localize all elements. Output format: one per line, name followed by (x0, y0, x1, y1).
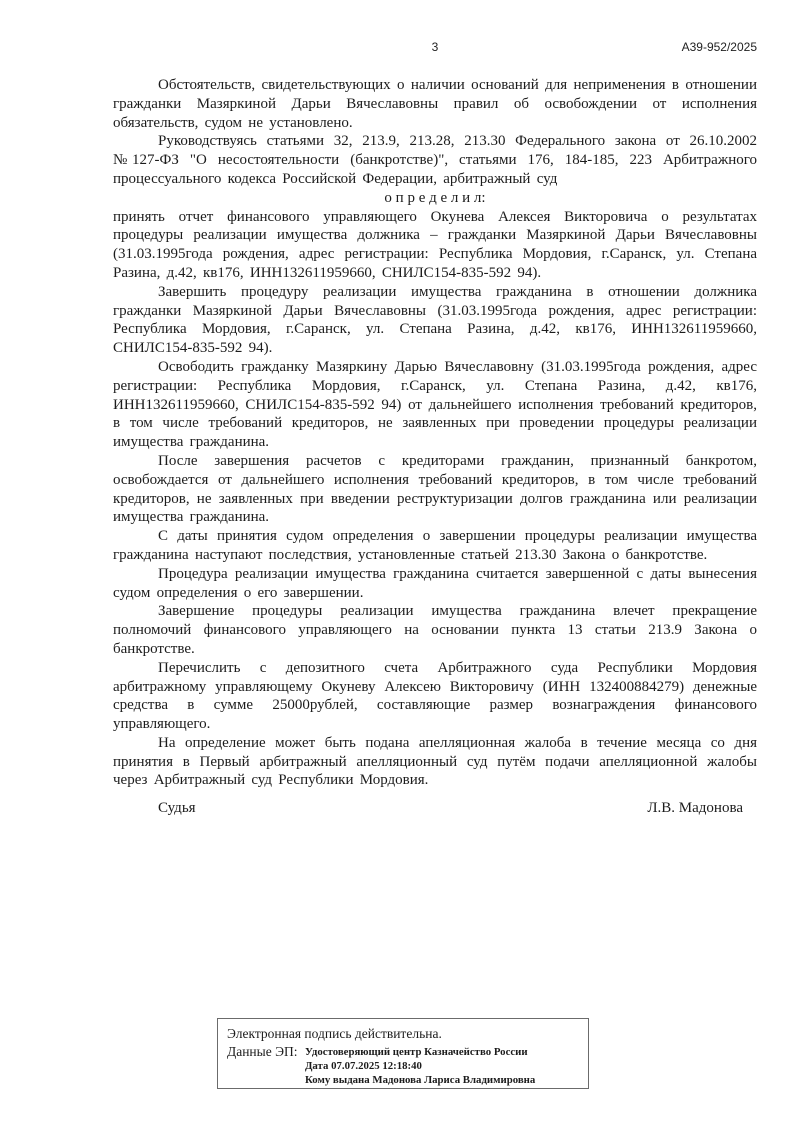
paragraph-termination-of-powers: Завершение процедуры реализации имущества гражданина влечет прекращение полномочий финансового управляющего на основании пункта 13 статьи 213.9 Закона о банкротстве. (113, 603, 757, 657)
stamp-date: Дата 07.07.2025 12:18:40 (305, 1060, 422, 1072)
stamp-title: Электронная подпись действительна. (227, 1026, 442, 1041)
judge-name: Л.В. Мадонова (647, 800, 743, 816)
stamp-issued-to: Кому выдана Мадонова Лариса Владимировна (305, 1074, 536, 1086)
electronic-signature-stamp (217, 1018, 589, 1089)
paragraph-release-debtor: Освободить гражданку Мазяркину Дарью Вячеславовну (31.03.1995года рождения, адрес регистрации: Республика Мордовия, г.Саранск, ул. Степана Разина, д.42, кв176, ИНН132611959660, СНИЛС154-835-592 94) от дальнейшего исполнения требований кредиторов, в том числе требований кредиторов, не заявленных при проведении процедуры реализации имущества гражданина. (113, 358, 757, 451)
case-number: А39-952/2025 (681, 40, 757, 54)
page-header (113, 40, 757, 54)
paragraph-after-settlements: После завершения расчетов с кредиторами гражданин, признанный банкротом, освобождается от дальнейшего исполнения требований кредиторов, в том числе требований кредиторов, не заявленных при введении реструктуризации долгов гражданина или реализации имущества гражданина. (113, 452, 757, 526)
paragraph-accept-report: принять отчет финансового управляющего Окунева Алексея Викторовича о результатах процедуры реализации имущества должника – гражданки Мазяркиной Дарьи Вячеславовны (31.03.1995года рождения, адрес регистрации: Республика Мордовия, г.Саранск, ул. Степана Разина, д.42, кв176, ИНН132611959660, СНИЛС154-835-592 94). (113, 208, 757, 281)
paragraph-circumstances: Обстоятельств, свидетельствующих о наличии оснований для неприменения в отношении гражданки Мазяркиной Дарьи Вячеславовны правил об освобождении от исполнения обязательств, судом не установлено. (113, 77, 757, 131)
signature-row (113, 799, 757, 818)
resolution-word: о п р е д е л и л: (384, 189, 486, 206)
paragraph-legal-basis: Руководствуясь статьями 32, 213.9, 213.28, 213.30 Федерального закона от 26.10.2002 №127-ФЗ "О несостоятельности (банкротстве)", статьями 176, 184-185, 223 Арбитражного процессуального кодекса Российской Федерации, арбитражный суд (113, 133, 757, 187)
paragraph-complete-procedure: Завершить процедуру реализации имущества гражданина в отношении должника гражданки Мазяркиной Дарьи Вячеславовны (31.03.1995года рождения, адрес регистрации: Республика Мордовия, г.Саранск, ул. Степана Разина, д.42, кв176, ИНН132611959660, СНИЛС154-835-592 94). (113, 283, 757, 357)
document-body (113, 76, 757, 790)
judge-label: Судья (158, 800, 196, 816)
stamp-certification-authority: Удостоверяющий центр Казначейство России (305, 1046, 528, 1058)
paragraph-appeal: На определение может быть подана апелляционная жалоба в течение месяца со дня принятия в Первый арбитражный апелляционный суд путём подачи апелляционной жалобы через Арбитражный суд Республики Мордовия. (113, 734, 757, 789)
paragraph-consequences: С даты принятия судом определения о завершении процедуры реализации имущества гражданина наступают последствия, установленные статьей 213.30 Закона о банкротстве. (113, 528, 757, 563)
paragraph-transfer-funds: Перечислить с депозитного счета Арбитражного суда Республики Мордовия арбитражному управляющему Окуневу Алексею Викторовичу (ИНН 132400884279) денежные средства в сумме 25000рублей, составляющие размер вознаграждения финансового управляющего. (113, 659, 757, 733)
paragraph-procedure-considered-complete: Процедура реализации имущества гражданина считается завершенной с даты вынесения судом определения о его завершении. (113, 565, 757, 601)
page-number: 3 (431, 40, 439, 54)
stamp-data-row (227, 1044, 580, 1087)
stamp-details (305, 1044, 535, 1087)
stamp-data-label: Данные ЭП: (227, 1044, 298, 1059)
